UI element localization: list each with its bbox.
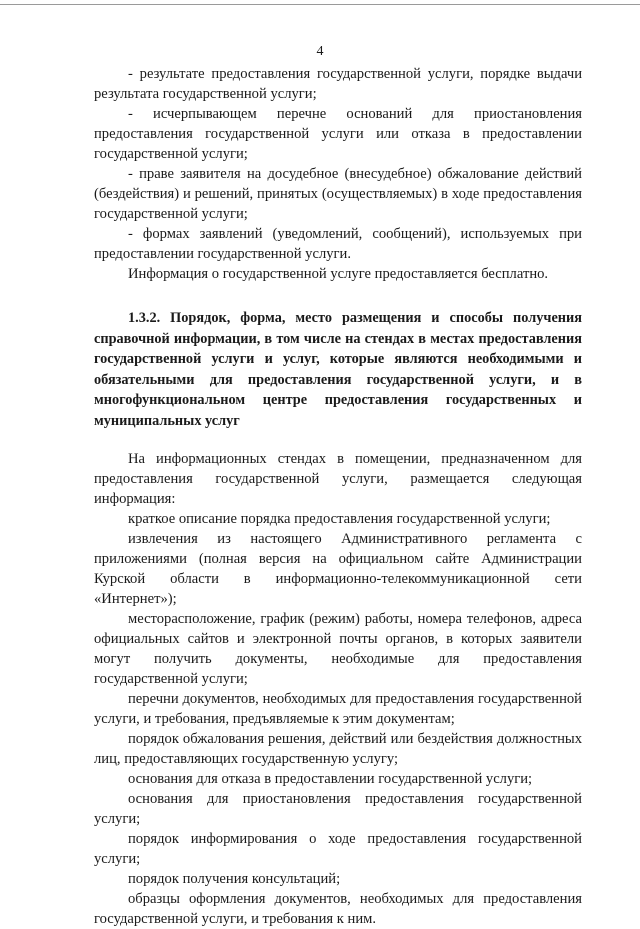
stand-item-samples: образцы оформления документов, необходимых для предоставления государственной услуги, и требования к ним. bbox=[94, 891, 582, 927]
stand-item-consultations: порядок получения консультаций; bbox=[128, 871, 341, 887]
intro-item-result: - результате предоставления государственной услуги, порядке выдачи результата государственной услуги; bbox=[94, 66, 582, 102]
stand-item-progress: порядок информирования о ходе предоставления государственной услуги; bbox=[94, 831, 582, 867]
page-number: 4 bbox=[316, 44, 324, 59]
intro-item-appeal-right: - праве заявителя на досудебное (внесудебное) обжалование действий (бездействия) и решений, принятых (осуществляемых) в ходе предоставления государственной услуги; bbox=[94, 166, 582, 222]
stand-item-suspension: основания для приостановления предоставления государственной услуги; bbox=[94, 791, 582, 827]
intro-item-grounds: - исчерпывающем перечне оснований для приостановления предоставления государственной услуги или отказа в предоставлении государственной услуги; bbox=[94, 106, 582, 162]
intro-item-forms: - формах заявлений (уведомлений, сообщений), используемых при предоставлении государственной услуги. bbox=[94, 226, 582, 262]
stand-item-appeal: порядок обжалования решения, действий или бездействия должностных лиц, предоставляющих государственную услугу; bbox=[94, 731, 582, 767]
top-scan-rule bbox=[0, 4, 640, 5]
stand-item-refusal: основания для отказа в предоставлении государственной услуги; bbox=[128, 771, 533, 787]
stand-item-description: краткое описание порядка предоставления государственной услуги; bbox=[128, 511, 551, 527]
stand-item-documents: перечни документов, необходимых для предоставления государственной услуги, и требования, предъявляемые к этим документам; bbox=[94, 691, 582, 727]
free-of-charge-note: Информация о государственной услуге предоставляется бесплатно. bbox=[128, 266, 549, 282]
document-body bbox=[94, 64, 582, 929]
stand-item-location: месторасположение, график (режим) работы, номера телефонов, адреса официальных сайтов и электронной почты органов, в которых заявители могут получить документы, необходимые для предоставления государственной услуги; bbox=[94, 611, 582, 687]
stand-intro: На информационных стендах в помещении, предназначенном для предоставления государственной услуги, размещается следующая информация: bbox=[94, 451, 582, 507]
stand-item-extracts: извлечения из настоящего Административного регламента с приложениями (полная версия на официальном сайте Администрации Курской области в информационно-телекоммуникационной сети «Интернет»); bbox=[94, 531, 582, 607]
section-heading: 1.3.2. Порядок, форма, место размещения и способы получения справочной информации, в том числе на стендах в местах предоставления государственной услуги и услуг, которые являются необходимыми и обязательными для предоставления государственной услуги, и в многофункциональном центре предоставления государственных и муниципальных услуг bbox=[94, 310, 582, 429]
